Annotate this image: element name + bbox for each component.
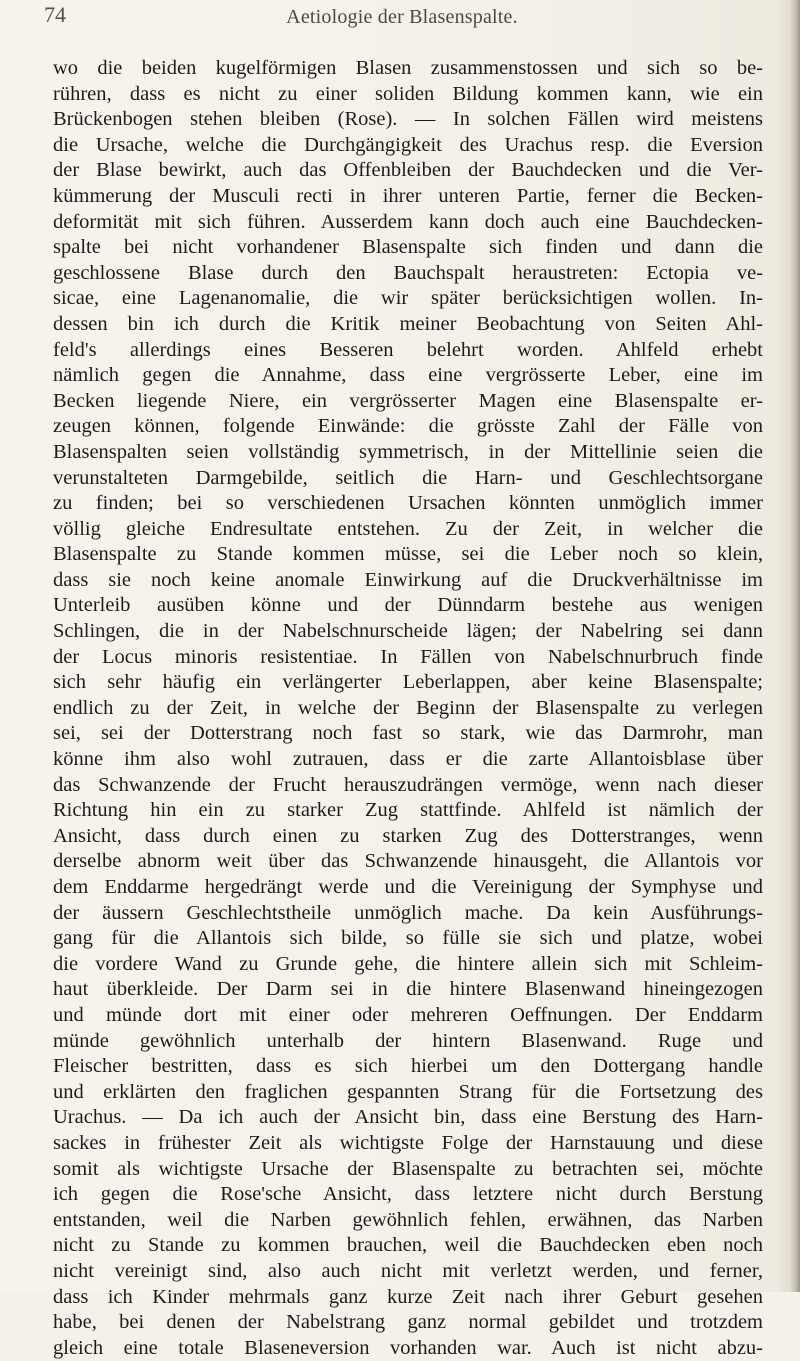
text-line: Unterleib ausüben könne und der Dünndarm bestehe aus wenigen xyxy=(53,594,763,617)
text-line: feld's allerdings eines Besseren belehrt worden. Ahlfeld erhebt xyxy=(53,338,763,361)
page-number: 74 xyxy=(44,2,66,27)
text-line: verunstalteten Darmgebilde, seitlich die Harn- und Geschlechtsorgane xyxy=(53,466,763,489)
running-head xyxy=(44,2,760,34)
text-line: geschlossene Blase durch den Bauchspalt heraustreten: Ectopia ve- xyxy=(53,261,763,284)
text-line: nicht vereinigt sind, also auch nicht mit verletzt werden, und ferner, xyxy=(53,1259,763,1282)
text-line: dass sie noch keine anomale Einwirkung auf die Druckverhältnisse im xyxy=(53,568,763,591)
text-line: könne ihm also wohl zutrauen, dass er die zarte Allantoisblase über xyxy=(53,748,763,771)
text-line: nicht zu Stande zu kommen brauchen, weil die Bauchdecken eben noch xyxy=(53,1234,763,1257)
text-line: habe, bei denen der Nabelstrang ganz normal gebildet und trotzdem xyxy=(53,1311,763,1334)
text-line: dem Enddarme hergedrängt werde und die Vereinigung der Symphyse und xyxy=(53,876,763,898)
text-line: sei, sei der Dotterstrang noch fast so stark, wie das Darmrohr, man xyxy=(53,722,763,745)
text-line: derselbe abnorm weit über das Schwanzende hinausgeht, die Allantois vor xyxy=(53,850,763,873)
text-line: ich gegen die Rose'sche Ansicht, dass letztere nicht durch Berstung xyxy=(53,1183,763,1206)
text-line: nämlich gegen die Annahme, dass eine vergrösserte Leber, eine im xyxy=(53,364,763,387)
text-line: kümmerung der Musculi recti in ihrer unteren Partie, ferner die Becken- xyxy=(53,184,763,207)
text-line: und erklärten den fraglichen gespannten Strang für die Fortsetzung des xyxy=(53,1080,763,1103)
text-line: die Ursache, welche die Durchgängigkeit des Urachus resp. die Eversion xyxy=(53,133,763,156)
text-line: sicae, eine Lagenanomalie, die wir später berücksichtigen wollen. In- xyxy=(53,287,763,310)
text-line: gleich eine totale Blaseneversion vorhanden war. Auch ist nicht abzu- xyxy=(53,1336,763,1359)
text-line: dass ich Kinder mehrmals ganz kurze Zeit nach ihrer Geburt gesehen xyxy=(53,1285,763,1308)
text-line: deformität mit sich führen. Ausserdem kann doch auch eine Bauchdecken- xyxy=(53,210,763,233)
text-line: münde gewöhnlich unterhalb der hintern Blasenwand. Ruge und xyxy=(53,1029,763,1052)
text-line: dessen bin ich durch die Kritik meiner Beobachtung von Seiten Ahl- xyxy=(53,312,763,335)
text-line: Fleischer bestritten, dass es sich hierbei um den Dottergang handle xyxy=(53,1055,763,1078)
text-line: zu finden; bei so verschiedenen Ursachen könnten unmöglich immer xyxy=(53,492,763,515)
running-title: Aetiologie der Blasenspalte. xyxy=(286,6,518,28)
text-line: Richtung hin ein zu starker Zug stattfinde. Ahlfeld ist nämlich der xyxy=(53,799,763,822)
text-line: Blasenspalten seien vollständig symmetrisch, in der Mittellinie seien die xyxy=(53,440,763,463)
text-line: und münde dort mit einer oder mehreren Oeffnungen. Der Enddarm xyxy=(53,1003,763,1026)
text-line: der Locus minoris resistentiae. In Fällen von Nabelschnurbruch finde xyxy=(53,645,763,668)
text-line: rühren, dass es nicht zu einer soliden Bildung kommen kann, wie ein xyxy=(53,82,763,105)
text-line: spalte bei nicht vorhandener Blasenspalte sich finden und dann die xyxy=(53,236,763,259)
body-text xyxy=(53,56,763,1361)
text-line: Blasenspalte zu Stande kommen müsse, sei die Leber noch so klein, xyxy=(53,543,763,566)
text-line: Ansicht, dass durch einen zu starken Zug des Dotterstranges, wenn xyxy=(53,824,763,847)
text-line: entstanden, weil die Narben gewöhnlich fehlen, erwähnen, das Narben xyxy=(53,1208,763,1231)
text-line: die vordere Wand zu Grunde gehe, die hintere allein sich mit Schleim- xyxy=(53,952,763,975)
text-line: Urachus. — Da ich auch der Ansicht bin, dass eine Berstung des Harn- xyxy=(53,1106,763,1129)
text-line: der äussern Geschlechtstheile unmöglich mache. Da kein Ausführungs- xyxy=(53,901,763,924)
text-line: der Blase bewirkt, auch das Offenbleiben der Bauchdecken und die Ver- xyxy=(53,159,763,182)
page-edge-shadow xyxy=(790,0,800,1292)
text-line: endlich zu der Zeit, in welche der Beginn der Blasenspalte zu verlegen xyxy=(53,696,763,719)
text-line: somit als wichtigste Ursache der Blasenspalte zu betrachten sei, möchte xyxy=(53,1157,763,1180)
text-line: wo die beiden kugelförmigen Blasen zusammenstossen und sich so be- xyxy=(53,57,763,79)
text-line: sackes in frühester Zeit als wichtigste Folge der Harnstauung und diese xyxy=(53,1131,763,1154)
text-line: Brückenbogen stehen bleiben (Rose). — In solchen Fällen wird meistens xyxy=(53,108,763,131)
text-line: haut überkleide. Der Darm sei in die hintere Blasenwand hineingezogen xyxy=(53,978,763,1001)
text-line: gang für die Allantois sich bilde, so fülle sie sich und platze, wobei xyxy=(53,927,763,950)
text-line: zeugen können, folgende Einwände: die grösste Zahl der Fälle von xyxy=(53,415,763,438)
text-line: völlig gleiche Endresultate entstehen. Zu der Zeit, in welcher die xyxy=(53,517,763,540)
text-line: Becken liegende Niere, ein vergrösserter Magen eine Blasenspalte er- xyxy=(53,389,763,412)
text-line: sich sehr häufig ein verlängerter Leberlappen, aber keine Blasenspalte; xyxy=(53,671,763,694)
text-line: Schlingen, die in der Nabelschnurscheide lägen; der Nabelring sei dann xyxy=(53,620,763,643)
text-line: das Schwanzende der Frucht herauszudrängen vermöge, wenn nach dieser xyxy=(53,773,763,796)
